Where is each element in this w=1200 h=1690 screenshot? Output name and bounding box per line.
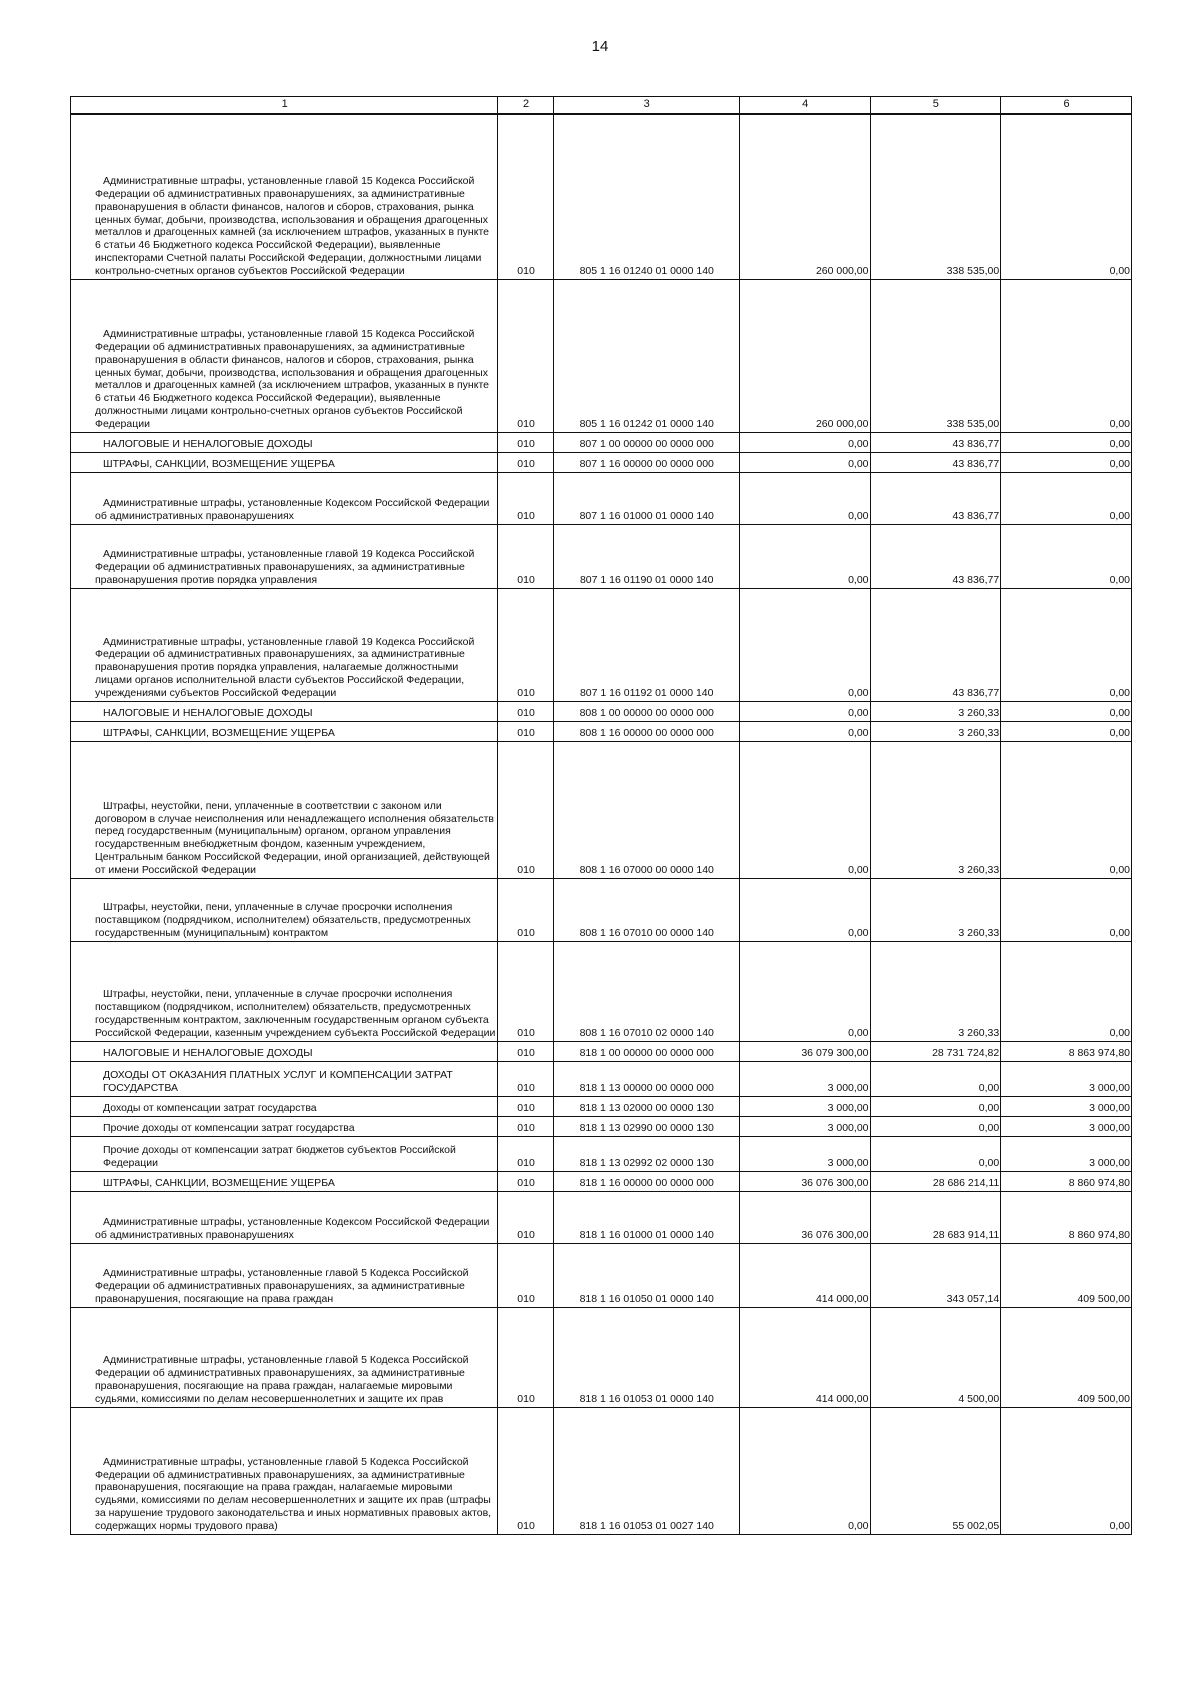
row-code-cell: 010: [498, 741, 553, 878]
table-row: [71, 721, 1132, 741]
table-row: [71, 279, 1132, 432]
row-plan-cell: 0,00: [739, 588, 870, 701]
row-plan-cell: 0,00: [739, 524, 870, 588]
row-name-cell: ДОХОДЫ ОТ ОКАЗАНИЯ ПЛАТНЫХ УСЛУГ И КОМПЕНСАЦИИ ЗАТРАТ ГОСУДАРСТВА: [71, 1061, 498, 1096]
row-plan-cell: 0,00: [739, 452, 870, 472]
row-code-cell: 010: [498, 941, 553, 1041]
row-fact-cell: 28 731 724,82: [870, 1041, 1001, 1061]
row-name-cell: НАЛОГОВЫЕ И НЕНАЛОГОВЫЕ ДОХОДЫ: [71, 1041, 498, 1061]
row-fact-cell: 3 260,33: [870, 878, 1001, 941]
row-prev-cell: 0,00: [1001, 721, 1132, 741]
table-row: [71, 588, 1132, 701]
table-row: [71, 472, 1132, 524]
row-code-cell: 010: [498, 588, 553, 701]
row-code-cell: 010: [498, 114, 553, 279]
row-name-cell: Административные штрафы, установленные Кодексом Российской Федерации об административных правонарушениях: [71, 472, 498, 524]
row-plan-cell: 0,00: [739, 472, 870, 524]
row-plan-cell: 36 076 300,00: [739, 1171, 870, 1191]
row-name-cell: НАЛОГОВЫЕ И НЕНАЛОГОВЫЕ ДОХОДЫ: [71, 701, 498, 721]
row-name-cell: ШТРАФЫ, САНКЦИИ, ВОЗМЕЩЕНИЕ УЩЕРБА: [71, 1171, 498, 1191]
row-fact-cell: 0,00: [870, 1096, 1001, 1116]
row-name-cell: Административные штрафы, установленные главой 5 Кодекса Российской Федерации об административных правонарушениях, за административные правонарушения, посягающие на права граждан, налагаемые мировыми судьями, комиссиями по делам несовершеннолетних и защите их прав (штрафы за нарушение трудового законодательства и иных нормативных правовых актов, содержащих нормы трудового права): [71, 1407, 498, 1534]
row-prev-cell: 3 000,00: [1001, 1136, 1132, 1171]
row-code-cell: 010: [498, 452, 553, 472]
row-code-cell: 010: [498, 1136, 553, 1171]
row-fact-cell: 43 836,77: [870, 472, 1001, 524]
row-fact-cell: 28 683 914,11: [870, 1191, 1001, 1243]
page-number: 14: [591, 38, 609, 55]
column-header-4: 4: [739, 97, 870, 115]
row-kbk-cell: 807 1 16 01190 01 0000 140: [553, 524, 739, 588]
row-name-cell: Административные штрафы, установленные главой 19 Кодекса Российской Федерации об административных правонарушениях, за административные правонарушения против порядка управления: [71, 524, 498, 588]
row-kbk-cell: 808 1 16 07000 00 0000 140: [553, 741, 739, 878]
row-plan-cell: 3 000,00: [739, 1096, 870, 1116]
row-code-cell: 010: [498, 1243, 553, 1307]
row-fact-cell: 0,00: [870, 1061, 1001, 1096]
row-code-cell: 010: [498, 524, 553, 588]
row-kbk-cell: 818 1 16 00000 00 0000 000: [553, 1171, 739, 1191]
row-prev-cell: 409 500,00: [1001, 1243, 1132, 1307]
row-plan-cell: 0,00: [739, 741, 870, 878]
column-header-5: 5: [870, 97, 1001, 115]
row-prev-cell: 3 000,00: [1001, 1116, 1132, 1136]
row-fact-cell: 43 836,77: [870, 588, 1001, 701]
row-code-cell: 010: [498, 472, 553, 524]
row-kbk-cell: 807 1 16 01000 01 0000 140: [553, 472, 739, 524]
row-fact-cell: 43 836,77: [870, 452, 1001, 472]
table-row: [71, 1171, 1132, 1191]
row-kbk-cell: 818 1 13 02000 00 0000 130: [553, 1096, 739, 1116]
row-fact-cell: 4 500,00: [870, 1307, 1001, 1407]
row-plan-cell: 260 000,00: [739, 279, 870, 432]
row-code-cell: 010: [498, 1191, 553, 1243]
row-kbk-cell: 807 1 00 00000 00 0000 000: [553, 432, 739, 452]
row-kbk-cell: 818 1 13 00000 00 0000 000: [553, 1061, 739, 1096]
row-name-cell: Административные штрафы, установленные главой 15 Кодекса Российской Федерации об административных правонарушениях, за административные правонарушения в области финансов, налогов и сборов, страхования, рынка ценных бумаг, добычи, производства, использования и обращения драгоценных металлов и драгоценных камней (за исключением штрафов, указанных в пункте 6 статьи 46 Бюджетного кодекса Российской Федерации), выявленные должностными лицами контрольно-счетных органов субъектов Российской Федерации: [71, 279, 498, 432]
row-kbk-cell: 805 1 16 01240 01 0000 140: [553, 114, 739, 279]
table-row: [71, 941, 1132, 1041]
row-prev-cell: 0,00: [1001, 524, 1132, 588]
table-row: [71, 1041, 1132, 1061]
row-prev-cell: 0,00: [1001, 941, 1132, 1041]
row-kbk-cell: 818 1 16 01000 01 0000 140: [553, 1191, 739, 1243]
row-name-cell: Административные штрафы, установленные главой 15 Кодекса Российской Федерации об административных правонарушениях, за административные правонарушения в области финансов, налогов и сборов, страхования, рынка ценных бумаг, добычи, производства, использования и обращения драгоценных металлов и драгоценных камней (за исключением штрафов, указанных в пункте 6 статьи 46 Бюджетного кодекса Российской Федерации), выявленные инспекторами Счетной палаты Российской Федерации, должностными лицами контрольно-счетных органов субъектов Российской Федерации: [71, 114, 498, 279]
row-prev-cell: 0,00: [1001, 452, 1132, 472]
row-kbk-cell: 818 1 16 01050 01 0000 140: [553, 1243, 739, 1307]
row-name-cell: Административные штрафы, установленные главой 5 Кодекса Российской Федерации об административных правонарушениях, за административные правонарушения, посягающие на права граждан, налагаемые мировыми судьями, комиссиями по делам несовершеннолетних и защите их прав: [71, 1307, 498, 1407]
table-row: [71, 1061, 1132, 1096]
row-code-cell: 010: [498, 1171, 553, 1191]
row-fact-cell: 3 260,33: [870, 941, 1001, 1041]
row-name-cell: Административные штрафы, установленные главой 19 Кодекса Российской Федерации об административных правонарушениях, за административные правонарушения против порядка управления, налагаемые должностными лицами органов исполнительной власти субъектов Российской Федерации, учреждениями субъектов Российской Федерации: [71, 588, 498, 701]
row-kbk-cell: 808 1 00 00000 00 0000 000: [553, 701, 739, 721]
row-kbk-cell: 808 1 16 07010 02 0000 140: [553, 941, 739, 1041]
row-fact-cell: 55 002,05: [870, 1407, 1001, 1534]
table-row: [71, 1096, 1132, 1116]
row-code-cell: 010: [498, 701, 553, 721]
row-name-cell: Прочие доходы от компенсации затрат государства: [71, 1116, 498, 1136]
row-fact-cell: 0,00: [870, 1136, 1001, 1171]
row-kbk-cell: 818 1 16 01053 01 0000 140: [553, 1307, 739, 1407]
table-row: [71, 1307, 1132, 1407]
row-name-cell: НАЛОГОВЫЕ И НЕНАЛОГОВЫЕ ДОХОДЫ: [71, 432, 498, 452]
row-fact-cell: 343 057,14: [870, 1243, 1001, 1307]
table-row: [71, 452, 1132, 472]
table-row: [71, 524, 1132, 588]
table-row: [71, 1407, 1132, 1534]
row-name-cell: Прочие доходы от компенсации затрат бюджетов субъектов Российской Федерации: [71, 1136, 498, 1171]
row-fact-cell: 28 686 214,11: [870, 1171, 1001, 1191]
row-fact-cell: 3 260,33: [870, 701, 1001, 721]
column-header-1: 1: [71, 97, 498, 115]
row-plan-cell: 36 079 300,00: [739, 1041, 870, 1061]
row-prev-cell: 8 860 974,80: [1001, 1171, 1132, 1191]
row-plan-cell: 36 076 300,00: [739, 1191, 870, 1243]
table-row: [71, 1136, 1132, 1171]
row-prev-cell: 0,00: [1001, 878, 1132, 941]
row-code-cell: 010: [498, 1061, 553, 1096]
table-body: [71, 114, 1132, 1534]
table-row: [71, 114, 1132, 279]
row-name-cell: Штрафы, неустойки, пени, уплаченные в случае просрочки исполнения поставщиком (подрядчиком, исполнителем) обязательств, предусмотренных государственным контрактом, заключенным государственным органом субъекта Российской Федерации, казенным учреждением субъекта Российской Федерации: [71, 941, 498, 1041]
row-fact-cell: 43 836,77: [870, 432, 1001, 452]
row-plan-cell: 0,00: [739, 721, 870, 741]
row-name-cell: Доходы от компенсации затрат государства: [71, 1096, 498, 1116]
row-prev-cell: 0,00: [1001, 432, 1132, 452]
row-prev-cell: 0,00: [1001, 114, 1132, 279]
row-plan-cell: 260 000,00: [739, 114, 870, 279]
row-prev-cell: 8 863 974,80: [1001, 1041, 1132, 1061]
row-code-cell: 010: [498, 1096, 553, 1116]
row-code-cell: 010: [498, 721, 553, 741]
row-kbk-cell: 808 1 16 00000 00 0000 000: [553, 721, 739, 741]
row-fact-cell: 3 260,33: [870, 741, 1001, 878]
row-kbk-cell: 808 1 16 07010 00 0000 140: [553, 878, 739, 941]
row-kbk-cell: 818 1 16 01053 01 0027 140: [553, 1407, 739, 1534]
row-prev-cell: 0,00: [1001, 279, 1132, 432]
row-kbk-cell: 818 1 13 02990 00 0000 130: [553, 1116, 739, 1136]
row-name-cell: ШТРАФЫ, САНКЦИИ, ВОЗМЕЩЕНИЕ УЩЕРБА: [71, 452, 498, 472]
row-prev-cell: 3 000,00: [1001, 1096, 1132, 1116]
row-fact-cell: 338 535,00: [870, 114, 1001, 279]
row-code-cell: 010: [498, 1116, 553, 1136]
row-prev-cell: 0,00: [1001, 741, 1132, 878]
row-fact-cell: 3 260,33: [870, 721, 1001, 741]
row-plan-cell: 0,00: [739, 941, 870, 1041]
row-name-cell: Штрафы, неустойки, пени, уплаченные в соответствии с законом или договором в случае неисполнения или ненадлежащего исполнения обязательств перед государственным (муниципальным) органом, органом управления государственным внебюджетным фондом, казенным учреждением, Центральным банком Российской Федерации, иной организацией, действующей от имени Российской Федерации: [71, 741, 498, 878]
row-kbk-cell: 807 1 16 01192 01 0000 140: [553, 588, 739, 701]
row-fact-cell: 43 836,77: [870, 524, 1001, 588]
row-prev-cell: 0,00: [1001, 1407, 1132, 1534]
row-name-cell: Административные штрафы, установленные Кодексом Российской Федерации об административных правонарушениях: [71, 1191, 498, 1243]
row-code-cell: 010: [498, 878, 553, 941]
column-header-3: 3: [553, 97, 739, 115]
row-kbk-cell: 818 1 00 00000 00 0000 000: [553, 1041, 739, 1061]
row-plan-cell: 414 000,00: [739, 1307, 870, 1407]
row-plan-cell: 3 000,00: [739, 1136, 870, 1171]
row-fact-cell: 0,00: [870, 1116, 1001, 1136]
row-code-cell: 010: [498, 1407, 553, 1534]
row-plan-cell: 414 000,00: [739, 1243, 870, 1307]
table-row: [71, 1191, 1132, 1243]
column-header-6: 6: [1001, 97, 1132, 115]
row-prev-cell: 8 860 974,80: [1001, 1191, 1132, 1243]
row-prev-cell: 0,00: [1001, 588, 1132, 701]
table-row: [71, 1116, 1132, 1136]
row-name-cell: Административные штрафы, установленные главой 5 Кодекса Российской Федерации об административных правонарушениях, за административные правонарушения, посягающие на права граждан: [71, 1243, 498, 1307]
row-code-cell: 010: [498, 1307, 553, 1407]
row-prev-cell: 0,00: [1001, 472, 1132, 524]
table-row: [71, 432, 1132, 452]
row-prev-cell: 409 500,00: [1001, 1307, 1132, 1407]
row-name-cell: ШТРАФЫ, САНКЦИИ, ВОЗМЕЩЕНИЕ УЩЕРБА: [71, 721, 498, 741]
row-plan-cell: 3 000,00: [739, 1116, 870, 1136]
row-kbk-cell: 805 1 16 01242 01 0000 140: [553, 279, 739, 432]
table-row: [71, 741, 1132, 878]
row-plan-cell: 0,00: [739, 1407, 870, 1534]
table-row: [71, 878, 1132, 941]
row-prev-cell: 0,00: [1001, 701, 1132, 721]
row-code-cell: 010: [498, 1041, 553, 1061]
row-kbk-cell: 807 1 16 00000 00 0000 000: [553, 452, 739, 472]
row-fact-cell: 338 535,00: [870, 279, 1001, 432]
row-plan-cell: 0,00: [739, 878, 870, 941]
row-prev-cell: 3 000,00: [1001, 1061, 1132, 1096]
table-row: [71, 701, 1132, 721]
table-row: [71, 1243, 1132, 1307]
row-plan-cell: 0,00: [739, 701, 870, 721]
table-header-row: [71, 97, 1132, 115]
row-kbk-cell: 818 1 13 02992 02 0000 130: [553, 1136, 739, 1171]
row-code-cell: 010: [498, 279, 553, 432]
row-plan-cell: 0,00: [739, 432, 870, 452]
row-plan-cell: 3 000,00: [739, 1061, 870, 1096]
revenue-table: [70, 96, 1132, 1535]
row-code-cell: 010: [498, 432, 553, 452]
row-name-cell: Штрафы, неустойки, пени, уплаченные в случае просрочки исполнения поставщиком (подрядчиком, исполнителем) обязательств, предусмотренных государственным (муниципальным) контрактом: [71, 878, 498, 941]
column-header-2: 2: [498, 97, 553, 115]
